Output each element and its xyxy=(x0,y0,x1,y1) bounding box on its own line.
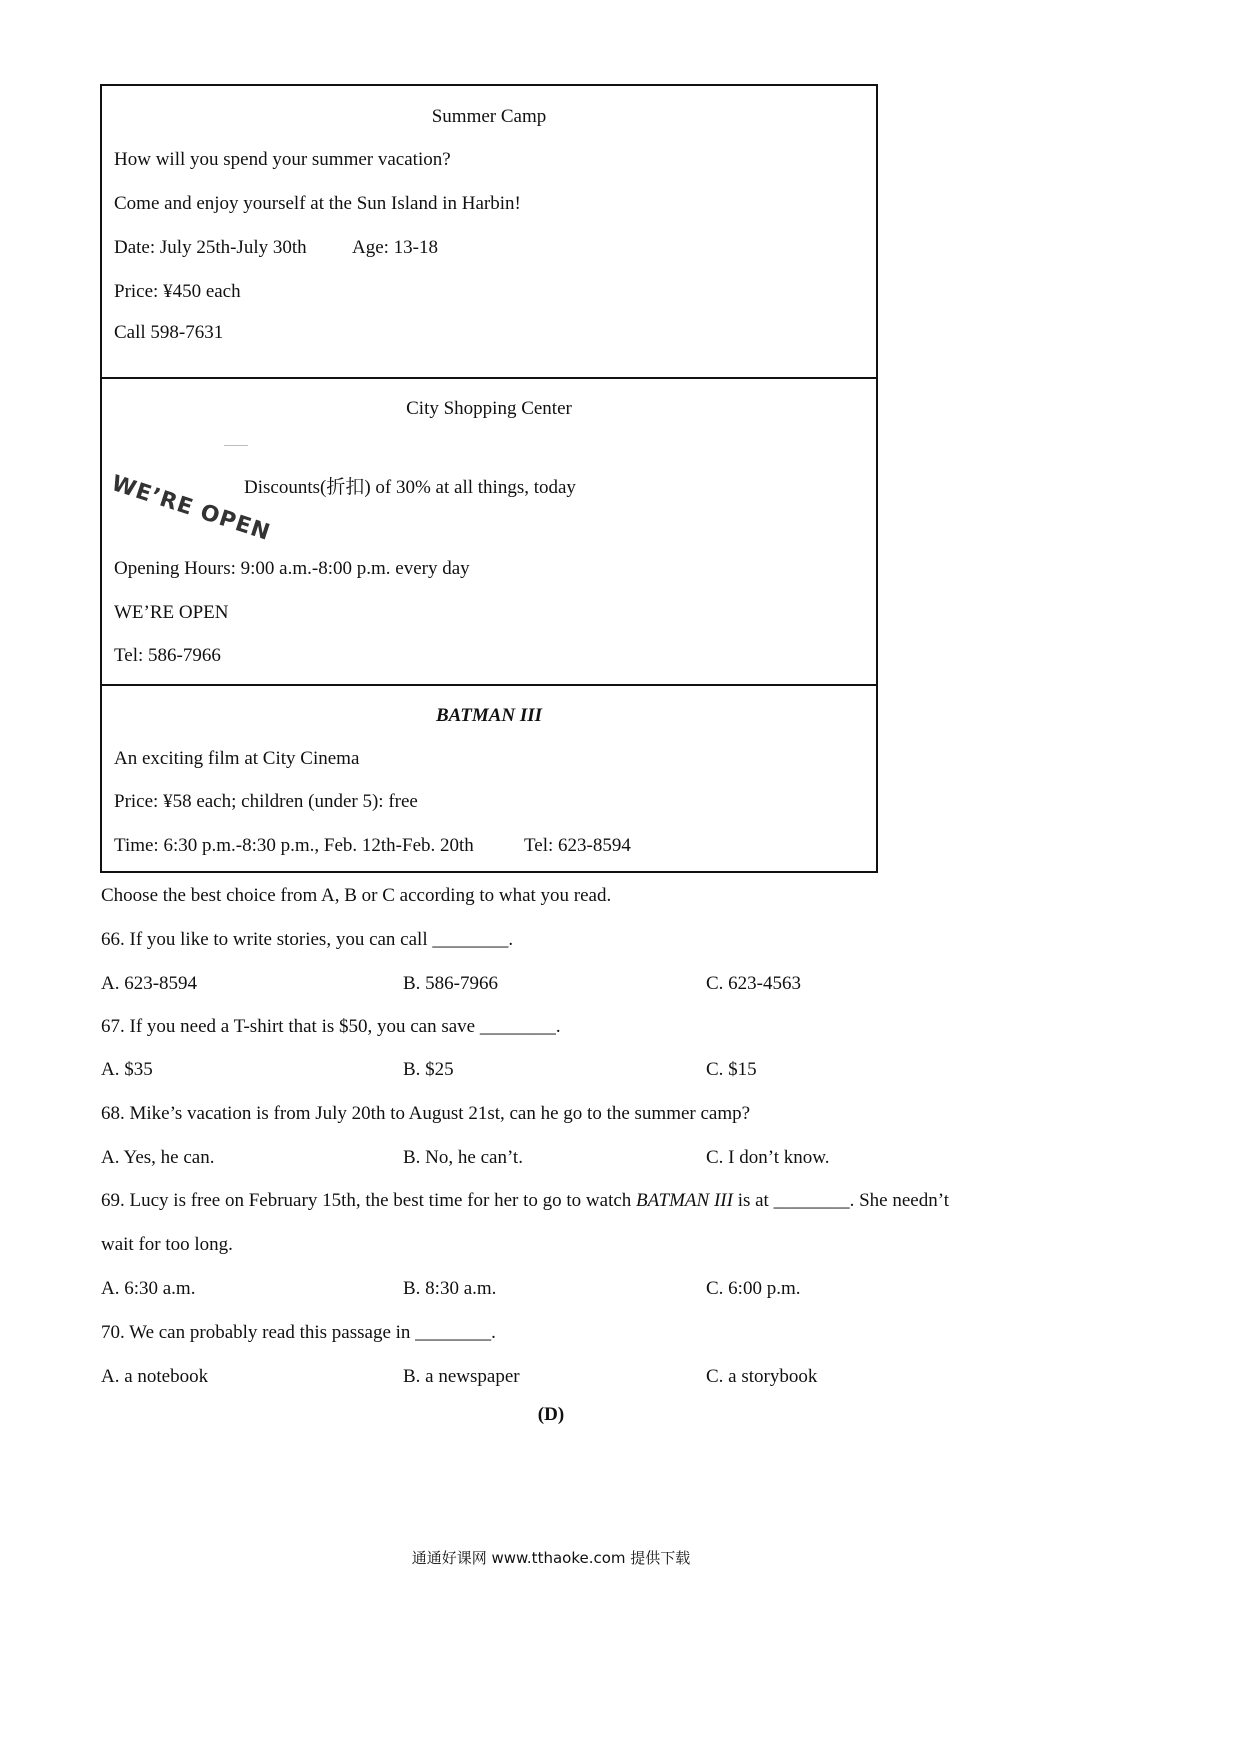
option-a: A. 6:30 a.m. xyxy=(101,1278,196,1299)
option-b: B. a newspaper xyxy=(403,1366,520,1387)
option-c: C. 6:00 p.m. xyxy=(706,1278,801,1299)
footer-text: 通通好课网 www.tthaoke.com 提供下载 xyxy=(411,1549,691,1567)
ad-discount: Discounts(折扣) of 30% at all things, today xyxy=(244,477,576,498)
option-a: A. 623-8594 xyxy=(101,973,198,994)
ad-price: Price: ¥58 each; children (under 5): free xyxy=(114,791,418,812)
ad-phone: Tel: 623-8594 xyxy=(524,835,631,856)
summer-camp-ad xyxy=(102,86,876,377)
film-ad xyxy=(102,684,876,875)
option-b: B. $25 xyxy=(403,1059,454,1080)
ad-time: Time: 6:30 p.m.-8:30 p.m., Feb. 12th-Feb. 20th xyxy=(114,835,474,856)
ad-age: Age: 13-18 xyxy=(352,237,439,258)
option-c: C. a storybook xyxy=(706,1366,818,1387)
ad-hours: Opening Hours: 9:00 a.m.-8:00 p.m. every day xyxy=(114,558,470,579)
option-c: C. 623-4563 xyxy=(706,973,801,994)
film-title: BATMAN III xyxy=(636,1190,733,1211)
stamp-text: WE’RE OPEN xyxy=(108,471,274,546)
were-open-stamp xyxy=(108,443,274,546)
ads-table xyxy=(100,84,878,873)
question-66: 66. If you like to write stories, you can call ________. xyxy=(101,929,514,950)
option-c: C. I don’t know. xyxy=(706,1147,830,1168)
option-b: B. No, he can’t. xyxy=(403,1147,523,1168)
ad-line: How will you spend your summer vacation? xyxy=(114,149,451,170)
ad-line: WE’RE OPEN xyxy=(114,602,229,623)
option-a: A. a notebook xyxy=(101,1366,209,1387)
shopping-center-ad xyxy=(102,377,876,686)
ad-phone: Tel: 586-7966 xyxy=(114,645,221,666)
question-68: 68. Mike’s vacation is from July 20th to August 21st, can he go to the summer camp? xyxy=(101,1103,751,1124)
section-label: (D) xyxy=(537,1404,565,1425)
option-a: A. Yes, he can. xyxy=(101,1147,215,1168)
ad-title: City Shopping Center xyxy=(406,398,572,419)
option-a: A. $35 xyxy=(101,1059,153,1080)
question-67: 67. If you need a T-shirt that is $50, you can save ________. xyxy=(101,1016,561,1037)
ad-title: BATMAN III xyxy=(435,705,543,726)
instructions: Choose the best choice from A, B or C according to what you read. xyxy=(101,885,612,906)
ad-line: An exciting film at City Cinema xyxy=(114,748,360,769)
divider xyxy=(224,445,248,446)
question-text: is at ________. She needn’t xyxy=(732,1190,949,1211)
ad-line: Come and enjoy yourself at the Sun Island in Harbin! xyxy=(114,193,521,214)
question-69 xyxy=(101,1189,949,1213)
question-69-continued: wait for too long. xyxy=(101,1234,233,1255)
ad-title: Summer Camp xyxy=(431,106,547,127)
question-70: 70. We can probably read this passage in ________. xyxy=(101,1322,496,1343)
ad-phone: Call 598-7631 xyxy=(114,322,224,343)
ad-date: Date: July 25th-July 30th xyxy=(114,237,307,258)
option-b: B. 8:30 a.m. xyxy=(403,1278,497,1299)
ad-price: Price: ¥450 each xyxy=(114,281,241,302)
question-text: 69. Lucy is free on February 15th, the best time for her to go to watch xyxy=(101,1190,637,1211)
option-b: B. 586-7966 xyxy=(403,973,498,994)
option-c: C. $15 xyxy=(706,1059,757,1080)
